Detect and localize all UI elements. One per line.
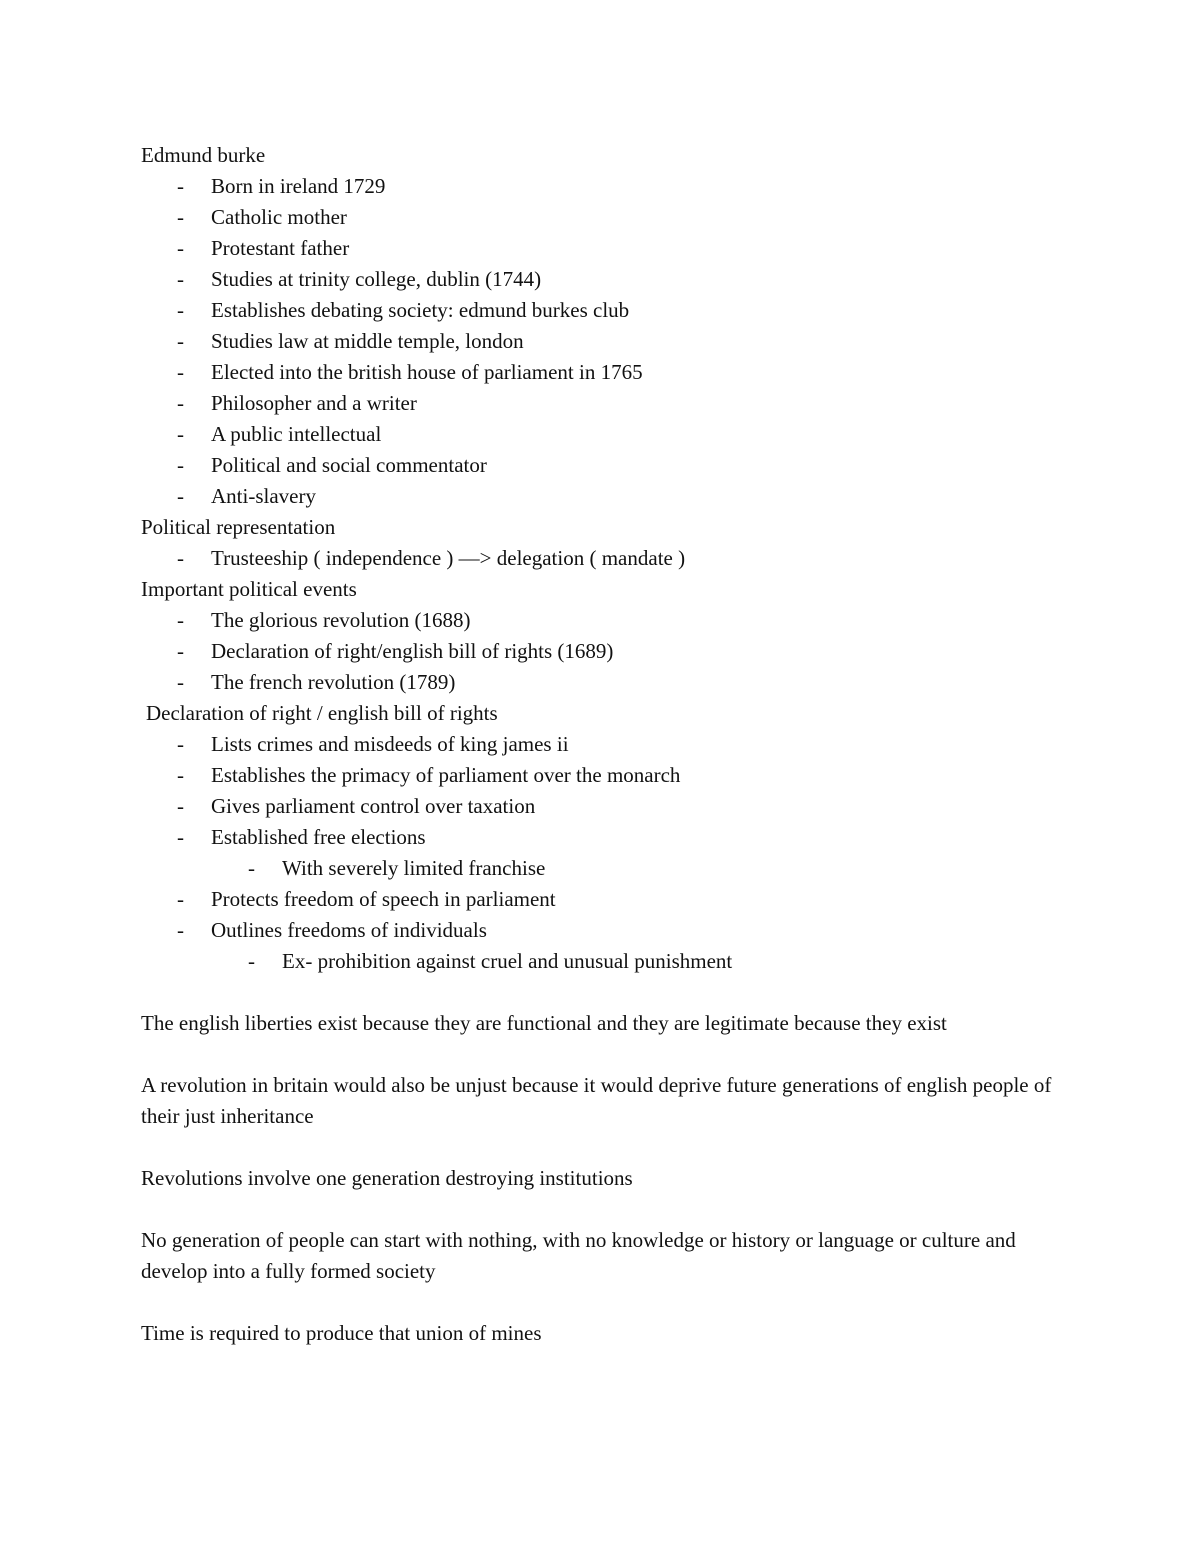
list-item: - Establishes the primacy of parliament over the monarch — [177, 763, 681, 787]
list-item: - Establishes debating society: edmund burkes club — [177, 298, 630, 322]
paragraph: Revolutions involve one generation destroying institutions — [141, 1166, 633, 1190]
list-item: - Declaration of right/english bill of rights (1689) — [177, 639, 614, 663]
spacer — [141, 1287, 1071, 1318]
list-item: - The glorious revolution (1688) — [177, 608, 471, 632]
list-item: - Protestant father — [177, 236, 350, 260]
spacer — [141, 1194, 1071, 1225]
list-item: - Outlines freedoms of individuals — [177, 918, 487, 942]
list-item: - Elected into the british house of parliament in 1765 — [177, 360, 643, 384]
spacer — [141, 1039, 1071, 1070]
list-item: - Protects freedom of speech in parliament — [177, 887, 556, 911]
spacer — [141, 977, 1071, 1008]
list-item: - Anti-slavery — [177, 484, 316, 508]
document-content — [141, 140, 1071, 1349]
section-title-edmund-burke: Edmund burke — [141, 143, 266, 167]
list-item: - Gives parliament control over taxation — [177, 794, 536, 818]
list-item: - Established free elections — [177, 825, 426, 849]
sub-list-item: - Ex- prohibition against cruel and unusual punishment — [248, 949, 733, 973]
list-item: - Political and social commentator — [177, 453, 487, 477]
list-item: - Philosopher and a writer — [177, 391, 417, 415]
list-item: - A public intellectual — [177, 422, 382, 446]
spacer — [141, 1132, 1071, 1163]
paragraph: A revolution in britain would also be unjust because it would deprive future generations of english people of their just inheritance — [141, 1073, 1052, 1128]
list-item: - The french revolution (1789) — [177, 670, 456, 694]
list-item: - Born in ireland 1729 — [177, 174, 386, 198]
paragraph: The english liberties exist because they are functional and they are legitimate because they exist — [141, 1011, 947, 1035]
list-item: - Trusteeship ( independence ) —> delegation ( mandate ) — [177, 546, 686, 570]
list-item: - Catholic mother — [177, 205, 347, 229]
paragraph: Time is required to produce that union of mines — [141, 1321, 542, 1345]
section-title-political-representation: Political representation — [141, 515, 336, 539]
list-item: - Lists crimes and misdeeds of king james ii — [177, 732, 569, 756]
section-title-declaration: Declaration of right / english bill of rights — [146, 701, 498, 725]
section-title-important-events: Important political events — [141, 577, 357, 601]
list-item: - Studies at trinity college, dublin (1744) — [177, 267, 542, 291]
paragraph: No generation of people can start with nothing, with no knowledge or history or language or culture and develop into a fully formed society — [141, 1228, 1016, 1283]
list-item: - Studies law at middle temple, london — [177, 329, 524, 353]
sub-list-item: - With severely limited franchise — [248, 856, 546, 880]
